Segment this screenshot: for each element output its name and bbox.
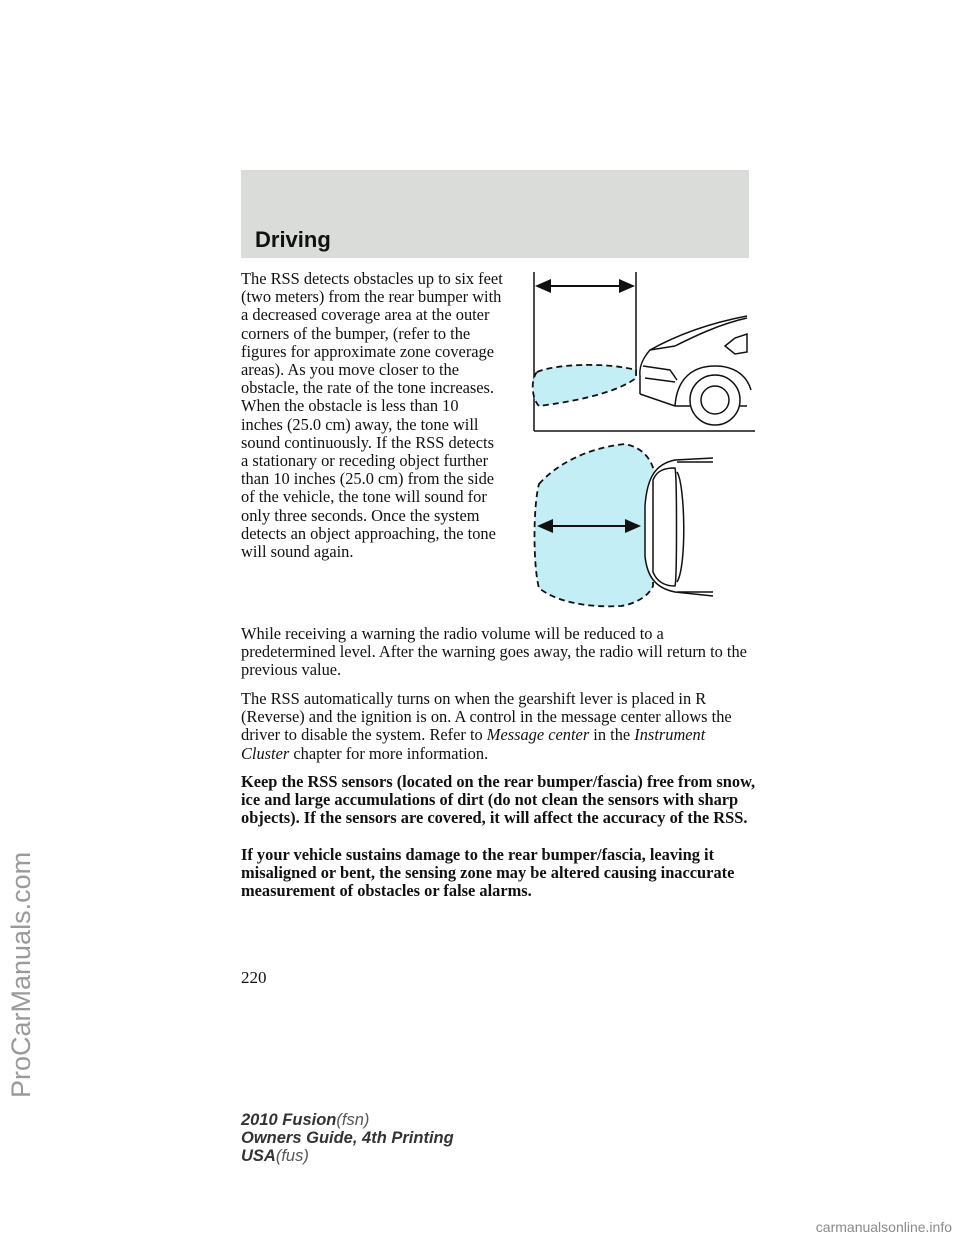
p3-text-after: chapter for more information.	[289, 743, 489, 763]
instrument-cluster-reference: Instrument Cluster	[241, 725, 706, 763]
car-rear-top-view	[645, 458, 713, 596]
paragraph-radio-volume: While receiving a warning the radio volume will be reduced to a predetermined level. After the warning goes away, the radio will return to the previous value.	[241, 624, 747, 680]
range-arrow-side	[535, 279, 635, 293]
paragraph-rss-activation	[241, 690, 756, 763]
message-center-reference: Message center	[486, 725, 590, 745]
section-title: Driving	[255, 227, 331, 252]
warning-bumper-damage: If your vehicle sustains damage to the rear bumper/fascia, leaving it misaligned or bent, the sensing zone may be altered causing inaccurate measurement of obstacles or false alarms.	[241, 845, 735, 901]
section-header	[241, 170, 749, 258]
footer-model-code: (fsn)	[336, 1111, 370, 1129]
site-watermark: carmanualsonline.info	[815, 1219, 952, 1235]
car-rear-side-view	[640, 316, 751, 425]
p3-text-before: The RSS automatically turns on when the gearshift lever is placed in R (Reverse) and the ignition is on. A control in the message center allows the driver to disable the system. Refer to	[241, 689, 732, 745]
p3-text-middle: in the	[589, 725, 635, 745]
rss-coverage-diagram	[525, 266, 755, 616]
top-view-figure	[535, 444, 714, 606]
page-number: 220	[241, 968, 267, 987]
footer-model: 2010 Fusion	[241, 1111, 337, 1129]
side-view-figure	[533, 272, 755, 431]
watermark-text: ProCarManuals.com	[6, 851, 36, 1098]
footer-guide-edition: Owners Guide, 4th Printing	[241, 1129, 454, 1147]
paragraph-rss-detection: The RSS detects obstacles up to six feet (two meters) from the rear bumper with a decreased coverage area at the outer corners of the bumper, (refer to the figures for approximate zone coverage areas). As you move closer to the obstacle, the rate of the tone increases. When the obstacle is less than 10 inches (25.0 cm) away, the tone will sound continuously. If the RSS detects a stationary or receding object further than 10 inches (25.0 cm) from the side of the vehicle, the tone will sound for only three seconds. Once the system detects an object approaching, the tone will sound again.	[241, 269, 503, 562]
footer-region-code: (fus)	[275, 1147, 309, 1165]
sensing-zone-side	[533, 365, 636, 406]
warning-keep-sensors-clean: Keep the RSS sensors (located on the rear bumper/fascia) free from snow, ice and large accumulations of dirt (do not clean the sensors with sharp objects). If the sensors are covered, it will affect the accuracy of the RSS.	[241, 772, 756, 828]
document-footer	[241, 1111, 454, 1165]
footer-region: USA	[241, 1147, 276, 1165]
